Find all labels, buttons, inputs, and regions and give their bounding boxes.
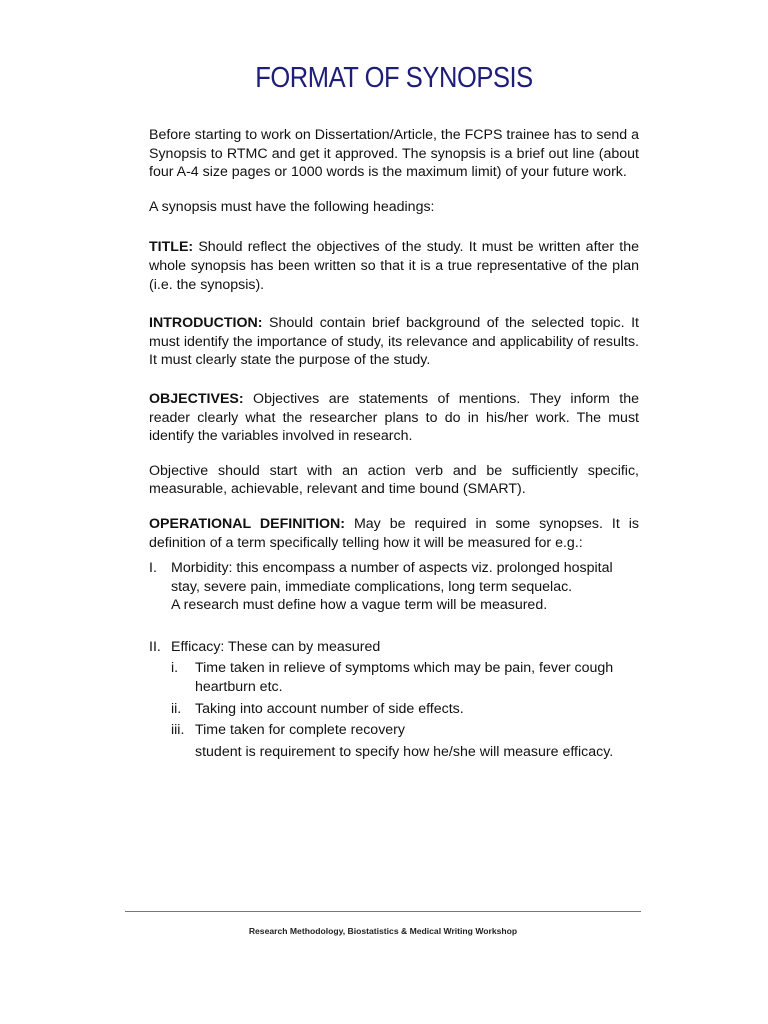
sub-list-item-number: i. bbox=[171, 660, 179, 677]
efficacy-note: student is requirement to specify how he/she will measure efficacy. bbox=[195, 743, 614, 760]
section-introduction-label: INTRODUCTION: bbox=[149, 315, 263, 332]
page-title: FORMAT OF SYNOPSIS bbox=[255, 62, 533, 94]
footer-divider bbox=[125, 911, 641, 912]
list-item-number: I. bbox=[149, 560, 157, 577]
sub-list-item-number: ii. bbox=[171, 700, 182, 717]
sub-list-item bbox=[149, 659, 639, 696]
section-operational bbox=[149, 515, 639, 552]
section-title-label: TITLE: bbox=[149, 239, 194, 256]
section-objectives bbox=[149, 390, 639, 446]
list-item-text: Efficacy: These can by measured bbox=[171, 638, 381, 655]
intro-paragraph: Before starting to work on Dissertation/Article, the FCPS trainee has to send a Synopsis to RTMC and get it approved. The synopsis is a brief out line (about four A-4 size pages or 1000 words is the maximum limit) of your future work. bbox=[149, 127, 639, 181]
sub-list-item-text: Taking into account number of side effects. bbox=[195, 700, 464, 717]
section-operational-text: May be required in some synopses. It is definition of a term specifically telling how it will be measured for e.g.: bbox=[149, 515, 639, 551]
sub-list-item-text: Time taken in relieve of symptoms which may be pain, fever cough heartburn etc. bbox=[195, 660, 614, 696]
section-introduction-text: Should contain brief background of the selected topic. It must identify the importance of study, its relevance and applicability of results. It must clearly state the purpose of the study. bbox=[149, 315, 639, 369]
page-footer: Research Methodology, Biostatistics & Medical Writing Workshop bbox=[248, 926, 518, 936]
headings-intro: A synopsis must have the following headings: bbox=[149, 198, 435, 215]
section-title-text: Should reflect the objectives of the study. It must be written after the whole synopsis has been written so that it is a true representative of the plan (i.e. the synopsis). bbox=[149, 239, 639, 293]
section-objectives-text: Objectives are statements of mentions. They inform the reader clearly what the researcher plans to do in his/her work. The must identify the variables involved in research. bbox=[149, 390, 639, 445]
document-body bbox=[149, 126, 639, 761]
list-item-text: Morbidity: this encompass a number of aspects viz. prolonged hospital stay, severe pain, immediate complications, long term sequelac. bbox=[171, 560, 613, 595]
sub-list-item bbox=[149, 721, 639, 740]
section-introduction bbox=[149, 314, 639, 370]
list-item-note: A research must define how a vague term will be measured. bbox=[171, 597, 548, 614]
section-title bbox=[149, 238, 639, 294]
sub-list-item-text: Time taken for complete recovery bbox=[195, 722, 405, 739]
objectives-note: Objective should start with an action verb and be sufficiently specific, measurable, achievable, relevant and time bound (SMART). bbox=[149, 462, 639, 498]
list-item bbox=[149, 638, 639, 657]
sub-list-item bbox=[149, 700, 639, 719]
list-item bbox=[149, 559, 639, 615]
list-item-number: II. bbox=[149, 638, 161, 655]
sub-list-item-number: iii. bbox=[171, 722, 185, 739]
section-objectives-label: OBJECTIVES: bbox=[149, 390, 244, 407]
section-operational-label: OPERATIONAL DEFINITION: bbox=[149, 515, 346, 532]
